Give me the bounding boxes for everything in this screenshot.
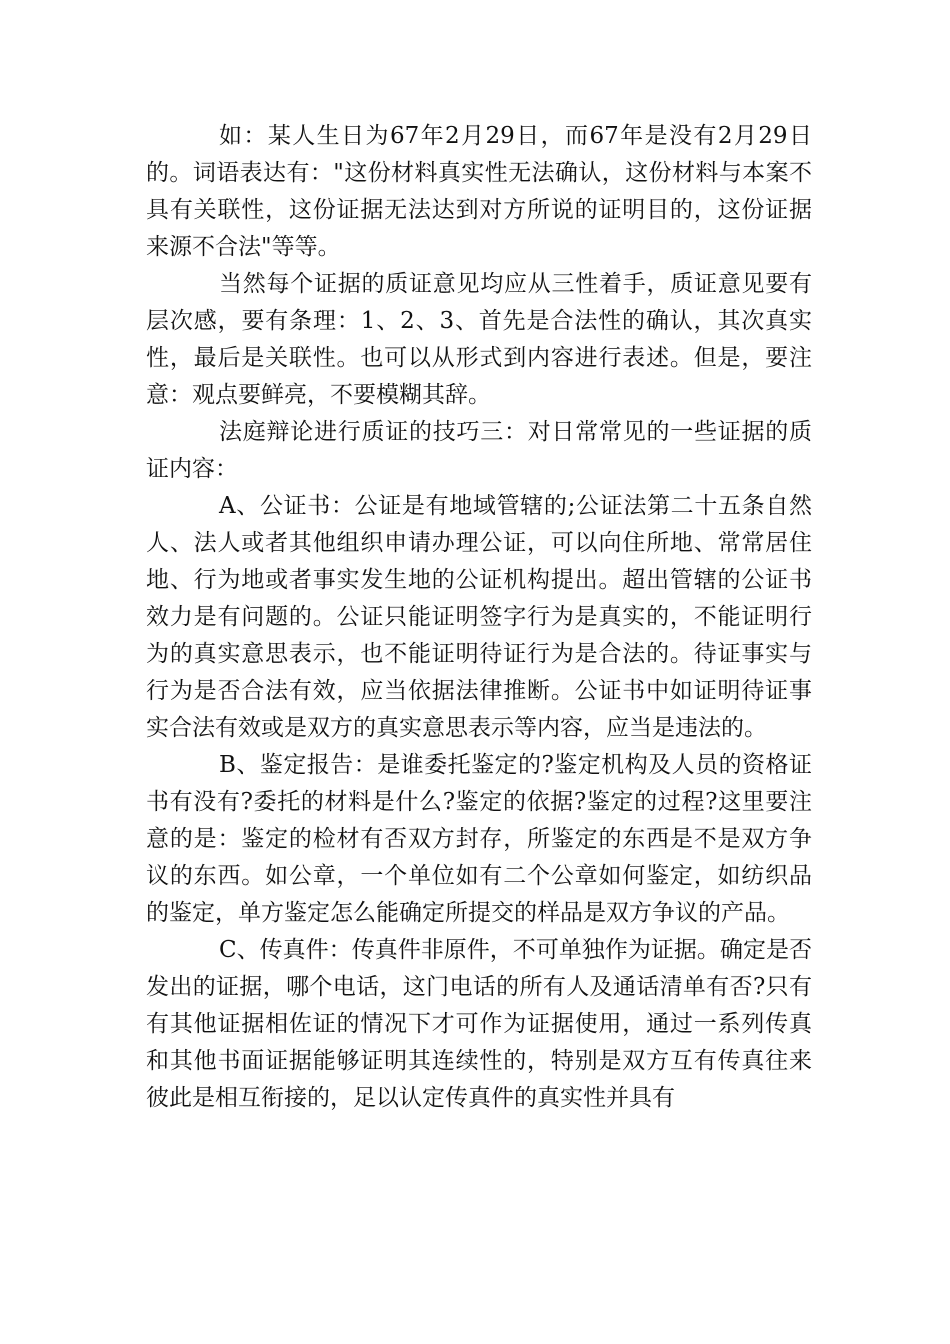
document-body <box>146 118 812 1117</box>
paragraph-2: 当然每个证据的质证意见均应从三性着手，质证意见要有层次感，要有条理：1、2、3、首先是合法性的确认，其次真实性，最后是关联性。也可以从形式到内容进行表述。但是，要注意：观点要鲜亮，不要模糊其辞。 <box>146 271 812 408</box>
paragraph-4: A、公证书：公证是有地域管辖的;公证法第二十五条自然人、法人或者其他组织申请办理公证，可以向住所地、常常居住地、行为地或者事实发生地的公证机构提出。超出管辖的公证书效力是有问题的。公证只能证明签字行为是真实的，不能证明行为的真实意思表示，也不能证明待证行为是合法的。待证事实与行为是否合法有效，应当依据法律推断。公证书中如证明待证事实合法有效或是双方的真实意思表示等内容，应当是违法的。 <box>146 493 812 741</box>
paragraph-6: C、传真件：传真件非原件，不可单独作为证据。确定是否发出的证据，哪个电话，这门电话的所有人及通话清单有否?只有有其他证据相佐证的情况下才可作为证据使用，通过一系列传真和其他书面证据能够证明其连续性的，特别是双方互有传真往来彼此是相互衔接的，足以认定传真件的真实性并具有 <box>146 937 812 1111</box>
paragraph-3: 法庭辩论进行质证的技巧三：对日常常见的一些证据的质证内容： <box>146 419 812 482</box>
paragraph-1: 如：某人生日为67年2月29日，而67年是没有2月29日的。词语表达有："这份材料真实性无法确认，这份材料与本案不具有关联性，这份证据无法达到对方所说的证明目的，这份证据来源不合法"等等。 <box>146 123 812 260</box>
paragraph-5: B、鉴定报告：是谁委托鉴定的?鉴定机构及人员的资格证书有没有?委托的材料是什么?鉴定的依据?鉴定的过程?这里要注意的是：鉴定的检材有否双方封存，所鉴定的东西是不是双方争议的东西。如公章，一个单位如有二个公章如何鉴定，如纺织品的鉴定，单方鉴定怎么能确定所提交的样品是双方争议的产品。 <box>146 752 812 926</box>
